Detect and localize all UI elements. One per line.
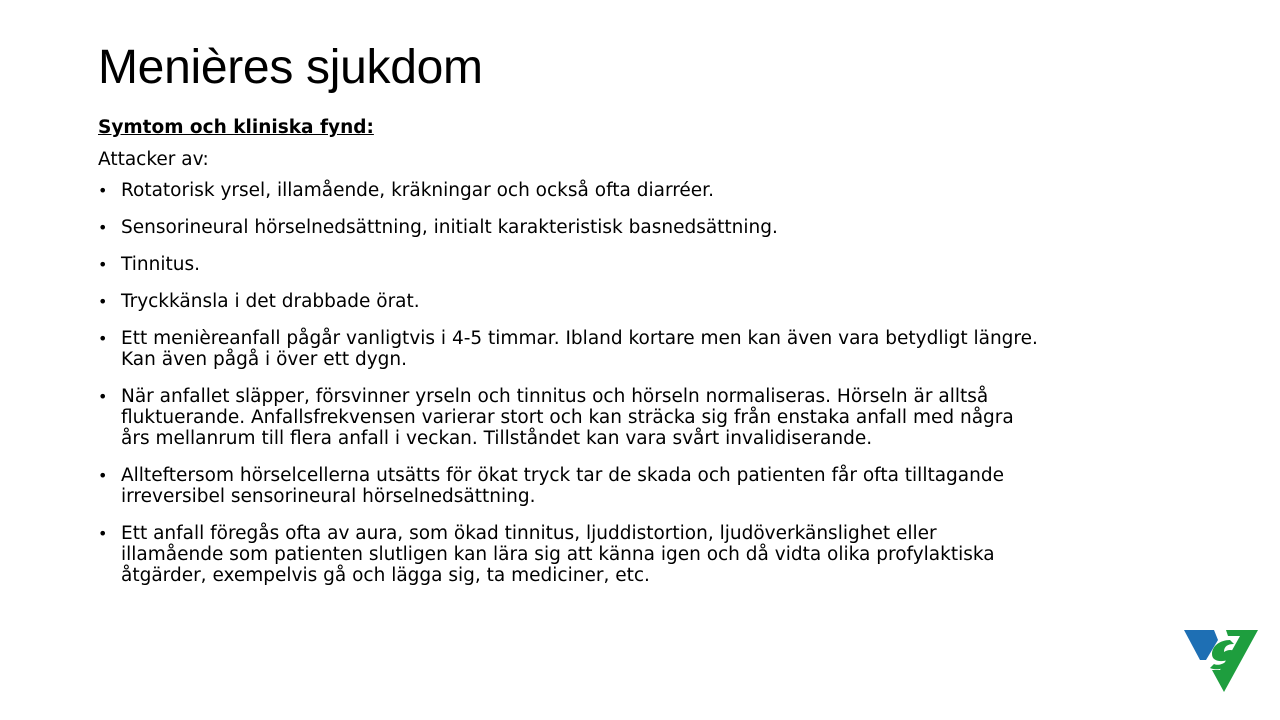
- bullet-icon: •: [98, 387, 108, 406]
- bullet-icon: •: [98, 292, 108, 311]
- bullet-item: [98, 291, 1198, 312]
- bullet-line: Rotatorisk yrsel, illamående, kräkningar och också ofta diarréer.: [121, 180, 714, 201]
- slide-title: Menières sjukdom: [98, 41, 483, 94]
- bullet-line: åtgärder, exempelvis gå och lägga sig, ta mediciner, etc.: [121, 565, 650, 586]
- bullet-icon: •: [98, 466, 108, 485]
- bullet-line: Ett menièreanfall pågår vanligtvis i 4-5 timmar. Ibland kortare men kan även vara betydligt längre.: [121, 328, 1038, 349]
- bullet-line: Tryckkänsla i det drabbade örat.: [121, 291, 420, 312]
- bullet-item: [98, 328, 1198, 370]
- bullet-line: Tinnitus.: [121, 254, 200, 275]
- bullet-line: illamående som patienten slutligen kan lära sig att känna igen och då vidta olika profylaktiska: [121, 544, 995, 565]
- bullet-text: [121, 328, 1198, 370]
- bullet-item: [98, 523, 1198, 586]
- bullet-item: [98, 254, 1198, 275]
- lead-text: Attacker av:: [98, 149, 209, 170]
- bullet-text: [121, 386, 1198, 449]
- bullet-text: [121, 465, 1198, 507]
- bullet-line: Sensorineural hörselnedsättning, initialt karakteristisk basnedsättning.: [121, 217, 778, 238]
- bullet-line: Ett anfall föregås ofta av aura, som ökad tinnitus, ljuddistortion, ljudöverkänslighet eller: [121, 523, 937, 544]
- bullet-line: Allteftersom hörselcellerna utsätts för ökat tryck tar de skada och patienten får ofta tilltagande: [121, 465, 1004, 486]
- bullet-line: fluktuerande. Anfallsfrekvensen varierar stort och kan sträcka sig från enstaka anfall med några: [121, 407, 1014, 428]
- bullet-line: års mellanrum till flera anfall i veckan. Tillståndet kan vara svårt invalidiserande.: [121, 428, 873, 449]
- bullet-item: [98, 386, 1198, 449]
- bullet-line: irreversibel sensorineural hörselnedsättning.: [121, 486, 536, 507]
- bullet-line: När anfallet släpper, försvinner yrseln och tinnitus och hörseln normaliseras. Hörseln är alltså: [121, 386, 989, 407]
- bullet-icon: •: [98, 181, 108, 200]
- bullet-list: [98, 180, 1198, 586]
- subheading: Symtom och kliniska fynd:: [98, 117, 374, 138]
- bullet-line: Kan även pågå i över ett dygn.: [121, 349, 408, 370]
- bullet-item: [98, 180, 1198, 201]
- bullet-text: [121, 523, 1198, 586]
- bullet-icon: •: [98, 329, 108, 348]
- bullet-text: [121, 180, 1198, 201]
- bullet-item: [98, 217, 1198, 238]
- bullet-text: [121, 254, 1198, 275]
- bullet-text: [121, 291, 1198, 312]
- logo-green-shape: [1212, 630, 1258, 692]
- bullet-icon: •: [98, 218, 108, 237]
- bullet-icon: •: [98, 255, 108, 274]
- bullet-icon: •: [98, 524, 108, 543]
- bullet-item: [98, 465, 1198, 507]
- slide-content: [98, 112, 1198, 602]
- bullet-text: [121, 217, 1198, 238]
- organization-logo-icon: [1184, 630, 1258, 692]
